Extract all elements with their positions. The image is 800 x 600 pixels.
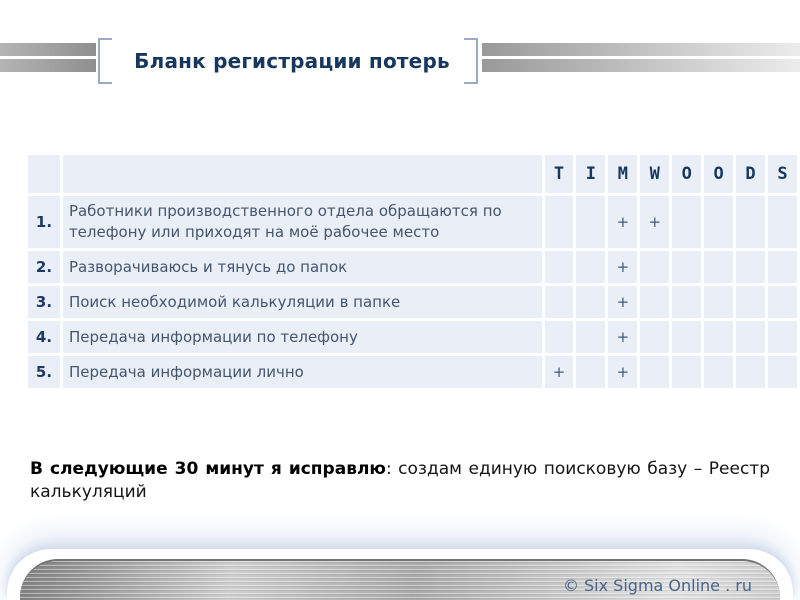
mark-cell bbox=[704, 196, 733, 248]
table-row bbox=[28, 251, 797, 283]
gray-stripe bbox=[0, 59, 96, 72]
title-bracket-right-icon bbox=[464, 38, 478, 84]
row-description: Передача информации лично bbox=[63, 356, 542, 388]
mark-cell bbox=[768, 321, 797, 353]
plus-mark-cell: + bbox=[608, 196, 637, 248]
mark-cell bbox=[704, 321, 733, 353]
footer-metal-band bbox=[20, 559, 780, 600]
table-body bbox=[28, 196, 797, 388]
mark-cell bbox=[576, 196, 605, 248]
gray-stripe bbox=[482, 43, 800, 56]
mark-cell bbox=[704, 286, 733, 318]
row-number: 2. bbox=[28, 251, 60, 283]
header-row bbox=[28, 155, 797, 193]
table-row bbox=[28, 356, 797, 388]
page-title: Бланк регистрации потерь bbox=[134, 49, 450, 73]
mark-cell bbox=[768, 286, 797, 318]
mark-cell bbox=[768, 251, 797, 283]
mark-cell bbox=[736, 321, 765, 353]
table-row bbox=[28, 196, 797, 248]
row-description: Поиск необходимой калькуляции в папке bbox=[63, 286, 542, 318]
plus-mark-cell: + bbox=[640, 196, 669, 248]
mark-cell bbox=[704, 356, 733, 388]
summary-note-bold: В следующие 30 минут я исправлю bbox=[30, 459, 386, 479]
mark-cell bbox=[672, 251, 701, 283]
table-header bbox=[28, 155, 797, 193]
mark-cell bbox=[736, 286, 765, 318]
mark-cell bbox=[672, 321, 701, 353]
mark-cell bbox=[576, 286, 605, 318]
loss-registration-table bbox=[25, 152, 800, 391]
mark-cell bbox=[736, 251, 765, 283]
mark-cell bbox=[576, 356, 605, 388]
title-stripes-left bbox=[0, 43, 96, 75]
title-stripes-right bbox=[482, 43, 800, 75]
footer-bar bbox=[7, 549, 793, 600]
summary-note bbox=[30, 458, 770, 504]
column-header-W-3: W bbox=[640, 155, 669, 193]
mark-cell bbox=[672, 286, 701, 318]
plus-mark-cell: + bbox=[608, 321, 637, 353]
mark-cell bbox=[768, 356, 797, 388]
mark-cell bbox=[768, 196, 797, 248]
mark-cell bbox=[640, 356, 669, 388]
mark-cell bbox=[736, 356, 765, 388]
row-number: 5. bbox=[28, 356, 60, 388]
plus-mark-cell: + bbox=[608, 251, 637, 283]
column-header-D-6: D bbox=[736, 155, 765, 193]
title-bracket-left-icon bbox=[98, 38, 112, 84]
mark-cell bbox=[545, 251, 574, 283]
mark-cell bbox=[545, 321, 574, 353]
column-header-M-2: M bbox=[608, 155, 637, 193]
header-cell-blank-description bbox=[63, 155, 542, 193]
mark-cell bbox=[672, 196, 701, 248]
header-cell-blank-number bbox=[28, 155, 60, 193]
table-row bbox=[28, 286, 797, 318]
mark-cell bbox=[640, 321, 669, 353]
column-header-O-4: O bbox=[672, 155, 701, 193]
column-header-O-5: O bbox=[704, 155, 733, 193]
row-description: Разворачиваюсь и тянусь до папок bbox=[63, 251, 542, 283]
row-description: Передача информации по телефону bbox=[63, 321, 542, 353]
plus-mark-cell: + bbox=[608, 286, 637, 318]
table-row bbox=[28, 321, 797, 353]
mark-cell bbox=[576, 251, 605, 283]
mark-cell bbox=[704, 251, 733, 283]
column-header-S-7: S bbox=[768, 155, 797, 193]
plus-mark-cell: + bbox=[608, 356, 637, 388]
column-header-I-1: I bbox=[576, 155, 605, 193]
plus-mark-cell: + bbox=[545, 356, 574, 388]
mark-cell bbox=[545, 286, 574, 318]
row-number: 4. bbox=[28, 321, 60, 353]
row-description: Работники производственного отдела обращаются по телефону или приходят на моё рабочее место bbox=[63, 196, 542, 248]
mark-cell bbox=[640, 286, 669, 318]
mark-cell bbox=[736, 196, 765, 248]
row-number: 3. bbox=[28, 286, 60, 318]
mark-cell bbox=[545, 196, 574, 248]
summary-note-regular: : создам единую поисковую базу – Реестр калькуляций bbox=[30, 459, 770, 502]
mark-cell bbox=[672, 356, 701, 388]
mark-cell bbox=[576, 321, 605, 353]
gray-stripe bbox=[482, 59, 800, 72]
row-number: 1. bbox=[28, 196, 60, 248]
mark-cell bbox=[640, 251, 669, 283]
gray-stripe bbox=[0, 43, 96, 56]
footer-credit: © Six Sigma Online . ru bbox=[562, 576, 752, 595]
column-header-T-0: T bbox=[545, 155, 574, 193]
